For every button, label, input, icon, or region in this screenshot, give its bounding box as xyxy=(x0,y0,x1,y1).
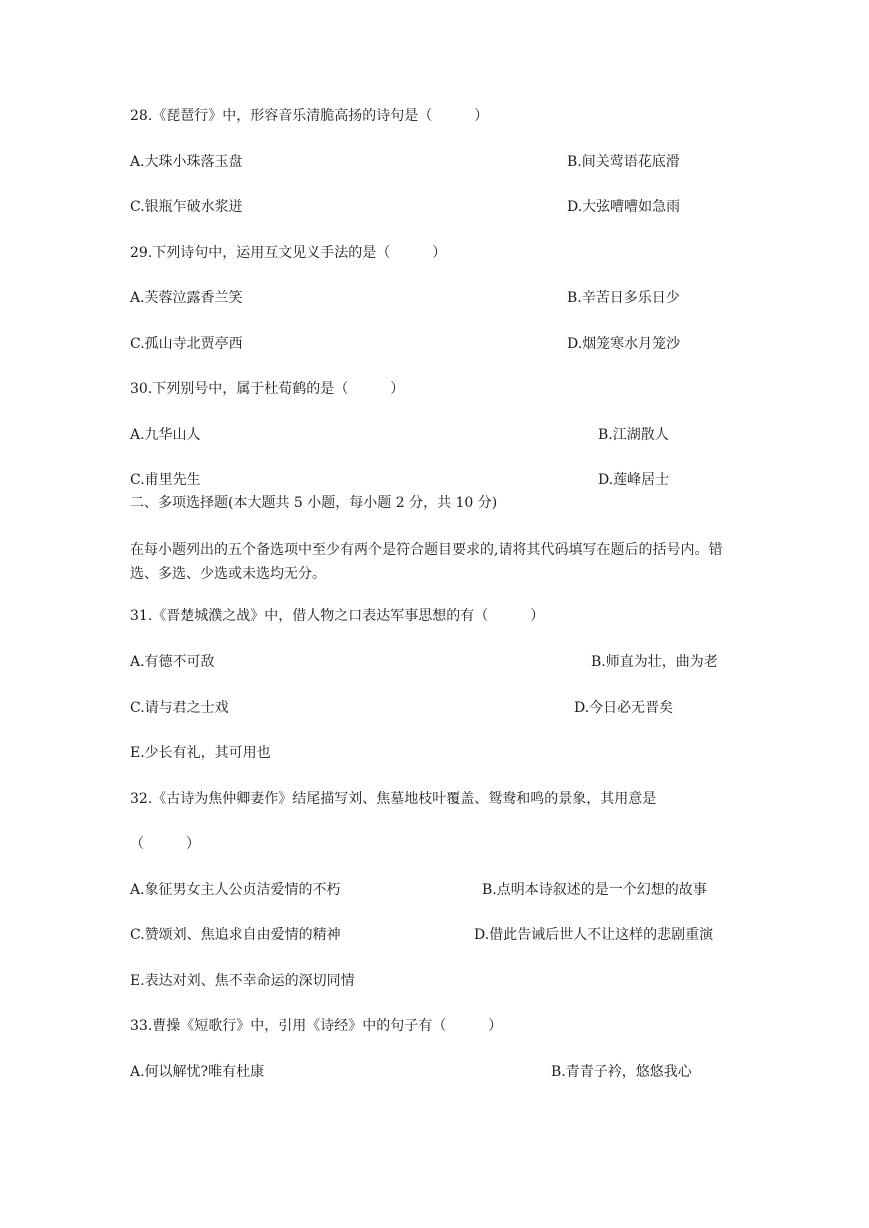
q31-option-e: E.少长有礼，其可用也 xyxy=(130,745,271,761)
q33-option-b: B.青青子衿，悠悠我心 xyxy=(551,1064,692,1080)
question-31-stem: 31.《晋楚城濮之战》中，借人物之口表达军事思想的有（ ） xyxy=(130,608,545,624)
q32-option-b: B.点明本诗叙述的是一个幻想的故事 xyxy=(482,882,707,898)
q32-option-d: D.借此告诫后世人不让这样的悲剧重演 xyxy=(474,927,714,943)
q31-option-c: C.请与君之士戏 xyxy=(130,700,229,716)
question-29-stem: 29.下列诗句中，运用互文见义手法的是（ ） xyxy=(130,245,447,261)
q29-option-c: C.孤山寺北贾亭西 xyxy=(130,336,243,352)
q33-option-a: A.何以解忧?唯有杜康 xyxy=(130,1064,265,1080)
q29-option-b: B.辛苦日多乐日少 xyxy=(567,290,680,306)
q28-option-d: D.大弦嘈嘈如急雨 xyxy=(567,199,681,215)
question-28-stem: 28.《琵琶行》中，形容音乐清脆高扬的诗句是（ ） xyxy=(130,108,489,124)
q30-option-c: C.甫里先生 xyxy=(130,472,201,488)
q28-option-b: B.间关莺语花底滑 xyxy=(567,154,680,170)
section-2-instructions: 在每小题列出的五个备选项中至少有两个是符合题目要求的,请将其代码填写在题后的括号内。错选、多选、少选或未选均无分。 xyxy=(130,542,723,582)
question-33-stem: 33.曹操《短歌行》中，引用《诗经》中的句子有（ ） xyxy=(130,1018,503,1034)
q31-option-a: A.有德不可敌 xyxy=(130,654,215,670)
question-30-stem: 30.下列别号中，属于杜荀鹤的是（ ） xyxy=(130,381,405,397)
q30-option-a: A.九华山人 xyxy=(130,427,201,443)
q31-option-b: B.师直为壮，曲为老 xyxy=(591,654,718,670)
q28-option-c: C.银瓶乍破水浆迸 xyxy=(130,199,243,215)
section-2-title: 二、多项选择题(本大题共 5 小题，每小题 2 分，共 10 分) xyxy=(130,495,498,511)
q30-option-d: D.莲峰居士 xyxy=(598,472,670,488)
q31-option-d: D.今日必无晋矣 xyxy=(574,700,674,716)
q32-option-c: C.赞颂刘、焦追求自由爱情的精神 xyxy=(130,927,341,943)
question-32-blank: （ ） xyxy=(130,836,200,852)
q32-option-a: A.象征男女主人公贞洁爱情的不朽 xyxy=(130,882,341,898)
question-32-stem: 32.《古诗为焦仲卿妻作》结尾描写刘、焦墓地枝叶覆盖、鸳鸯和鸣的景象，其用意是 xyxy=(130,791,657,807)
q32-option-e: E.表达对刘、焦不幸命运的深切同情 xyxy=(130,973,355,989)
q28-option-a: A.大珠小珠落玉盘 xyxy=(130,154,243,170)
q29-option-d: D.烟笼寒水月笼沙 xyxy=(567,336,681,352)
q30-option-b: B.江湖散人 xyxy=(598,427,669,443)
q29-option-a: A.芙蓉泣露香兰笑 xyxy=(130,290,243,306)
